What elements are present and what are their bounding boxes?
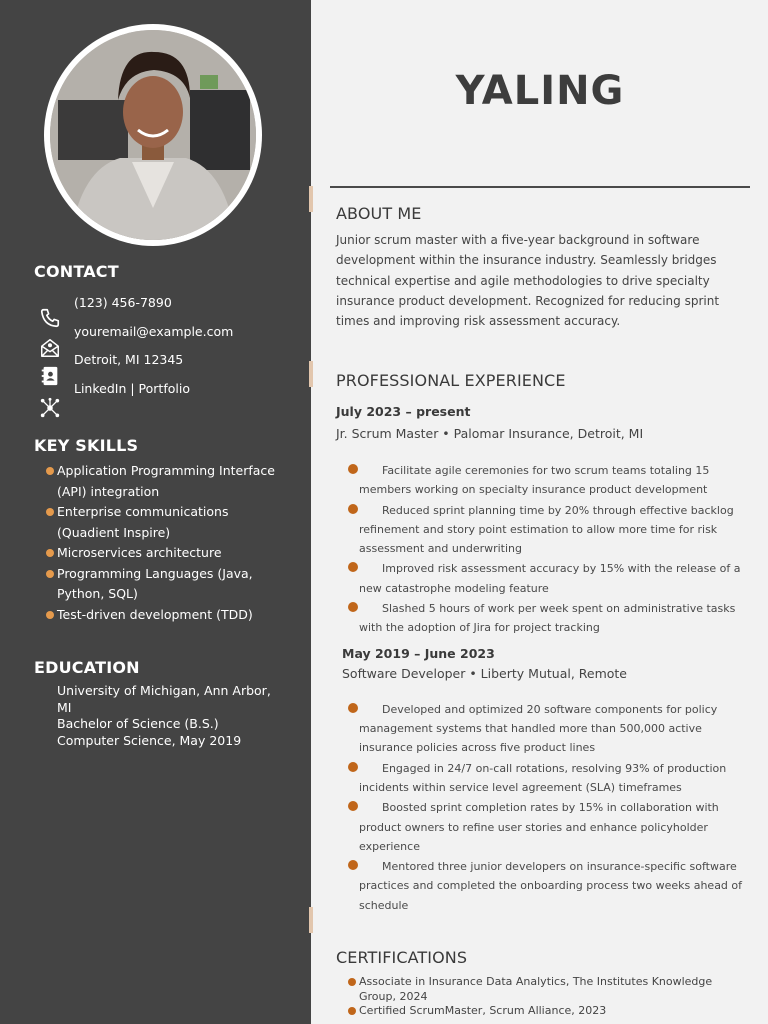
list-item: Facilitate agile ceremonies for two scrum teams totaling 15 members working on specialty insurance product development <box>347 461 742 499</box>
list-item: Boosted sprint completion rates by 15% in collaboration with product owners to refine user stories and enhance policyholder experience <box>347 798 742 856</box>
list-item: Engaged in 24/7 on-call rotations, resolving 93% of production incidents within service level agreement (SLA) timeframes <box>347 759 742 797</box>
job-dates: May 2019 – June 2023 <box>342 646 495 661</box>
network-icon <box>38 397 62 419</box>
job-bullets <box>347 461 742 639</box>
contact-links[interactable]: LinkedIn | Portfolio <box>74 381 190 396</box>
job-role: Jr. Scrum Master • Palomar Insurance, Detroit, MI <box>336 426 644 441</box>
list-item: Test-driven development (TDD) <box>44 605 294 626</box>
profile-photo-frame <box>44 24 262 246</box>
list-item: Programming Languages (Java, Python, SQL) <box>44 564 294 605</box>
experience-heading: PROFESSIONAL EXPERIENCE <box>336 371 566 390</box>
education-heading: EDUCATION <box>34 658 140 677</box>
job-bullets <box>347 700 742 916</box>
candidate-name: YALING <box>455 68 625 114</box>
skills-heading: KEY SKILLS <box>34 436 139 455</box>
envelope-icon <box>38 337 62 359</box>
divider <box>309 907 313 933</box>
list-item: Application Programming Interface (API) integration <box>44 461 294 502</box>
list-item: Slashed 5 hours of work per week spent on administrative tasks with the adoption of Jira for project tracking <box>347 599 742 637</box>
sidebar <box>0 0 311 1024</box>
list-item: Reduced sprint planning time by 20% through effective backlog refinement and story point estimation to allow more time for risk assessment and underwriting <box>347 501 742 559</box>
certifications-list <box>347 975 747 1019</box>
contact-location: Detroit, MI 12345 <box>74 352 184 367</box>
list-item: Developed and optimized 20 software components for policy management systems that handled more than 500,000 active insurance policies across five product lines <box>347 700 742 758</box>
divider <box>309 361 313 387</box>
divider <box>330 186 750 188</box>
education-degree: Bachelor of Science (B.S.) Computer Science, May 2019 <box>57 716 242 748</box>
education-entry <box>57 683 277 749</box>
list-item: Enterprise communications (Quadient Inspire) <box>44 502 294 543</box>
education-school: University of Michigan, Ann Arbor, MI <box>57 683 271 715</box>
certifications-heading: CERTIFICATIONS <box>336 948 468 967</box>
about-text: Junior scrum master with a five-year background in software development within the insurance industry. Seamlessly bridges technical expertise and agile methodologies to drive specialty insurance product development. Recognized for reducing sprint times and improving risk assessment accuracy. <box>336 233 720 329</box>
profile-photo <box>50 30 256 240</box>
job-dates: July 2023 – present <box>336 404 471 419</box>
job-role: Software Developer • Liberty Mutual, Remote <box>342 666 627 681</box>
list-item: Improved risk assessment accuracy by 15% with the release of a new catastrophe modeling feature <box>347 559 742 597</box>
contact-heading: CONTACT <box>34 262 119 281</box>
about-heading: ABOUT ME <box>336 204 422 223</box>
list-item: Certified ScrumMaster, Scrum Alliance, 2023 <box>347 1004 747 1019</box>
divider <box>309 186 313 212</box>
skills-list <box>44 461 294 625</box>
contact-card-icon <box>38 365 62 387</box>
contact-email[interactable]: youremail@example.com <box>74 324 234 339</box>
phone-icon <box>38 307 62 329</box>
list-item: Mentored three junior developers on insurance-specific software practices and completed the onboarding process two weeks ahead of schedule <box>347 857 742 915</box>
list-item: Microservices architecture <box>44 543 294 564</box>
list-item: Associate in Insurance Data Analytics, The Institutes Knowledge Group, 2024 <box>347 975 747 1004</box>
contact-phone: (123) 456-7890 <box>74 295 172 310</box>
